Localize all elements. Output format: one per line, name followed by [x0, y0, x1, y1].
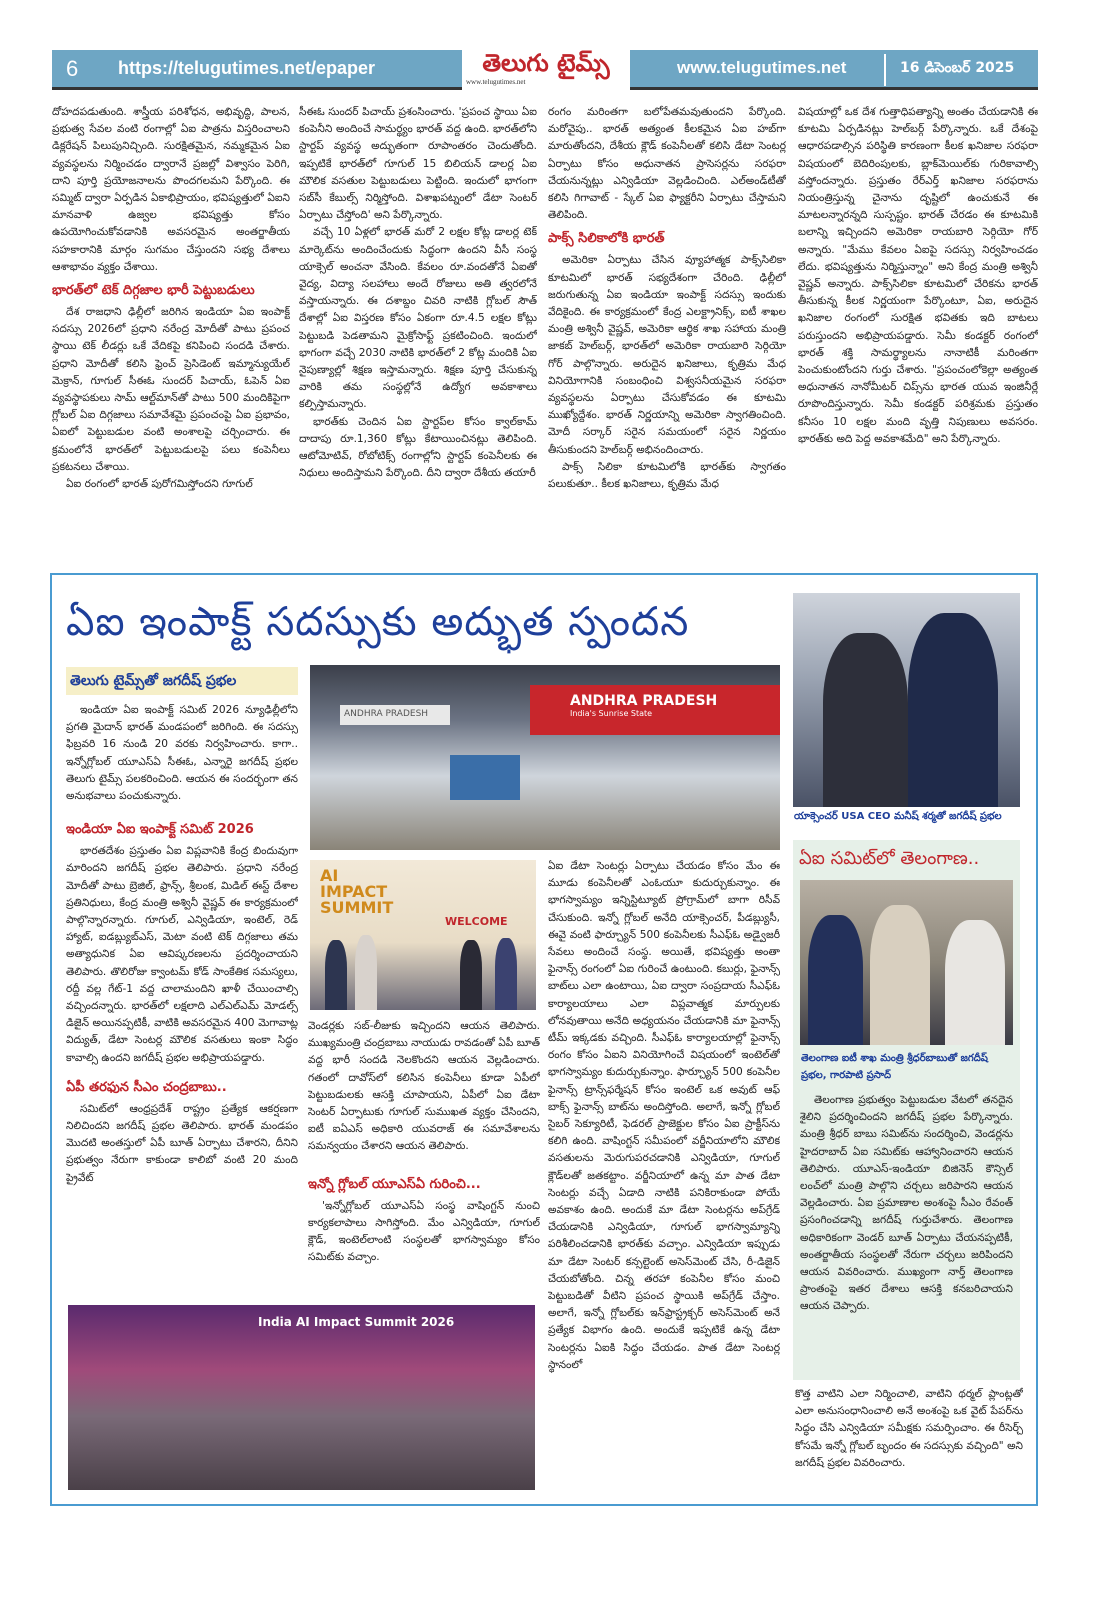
paragraph: దోహదపడుతుంది. శాస్త్రీయ పరిశోధన, అభివృద్ధి, పాలన, ప్రభుత్వ సేవల వంటి రంగాల్లో ఏఐ పాత్రను విస్తరించాలని డిక్లరేషన్ పిలుపునిచ్చింది. సురక్షితమైన, నమ్మకమైన ఏఐ వ్యవస్థలను నిర్మించడం ద్వారానే ప్రజల్లో విశ్వాసం పెరిగి, దాని పూర్తి ప్రయోజనాలను పొందగలమని పేర్కొంది. ఈ సమ్మిట్ ద్వారా ఏర్పడిన ఏకాభిప్రాయం, భవిష్యత్తులో ఏఐని మానవాళి ఉజ్వల భవిష్యత్తు కోసం ఉపయోగించుకోవడానికి అవసరమైన అంతర్జాతీయ సహకారానికి మార్గం సుగమం చేస్తుందని సభ్య దేశాలు ఆశాభావం వ్యక్తం చేశాయి.	[52, 106, 290, 273]
section-heading: పాక్స్ సిలికాలోకి భారత్	[548, 231, 665, 247]
issue-date: 16 డిసెంబర్ 2025	[900, 60, 1015, 76]
summit-audience-photo	[68, 1305, 535, 1490]
paragraph: వెండర్లకు సబ్-లీజుకు ఇచ్చిందని ఆయన తెలిపారు. ముఖ్యమంత్రి చంద్రబాబు నాయుడు రావడంతో ఏపీ బూత్ వద్ద భారీ సందడి నెలకొందని ఆయన వెల్లడించారు. గతంలో దావోస్‌లో కలిసిన కంపెనీలు కూడా ఏపీలో పెట్టుబడులకు ఆసక్తి చూపాయని, ఏపీలో ఏఐ డేటా సెంటర్ ఏర్పాటుకు గూగుల్ సుముఖత వ్యక్తం చేసిందని, ఐటీ ఐఏఎస్ అధికారి యువరాజ్ ఈ సమావేశాలను సమన్వయం చేశారని ఆయన తెలిపారు.	[308, 1020, 540, 1153]
site-link[interactable]: www.telugutimes.net	[677, 58, 847, 77]
paragraph: రంగం మరింతగా బలోపేతమవుతుందని పేర్కొంది. మరోవైపు.. భారత్ అత్యంత కీలకమైన ఏఐ హబ్‌గా మారుతోందని, దేశీయ క్లౌడ్ కంపెనీలతో కలిసి డేటా సెంటర్ల ఏర్పాటు కోసం అధునాతన ప్రాసెసర్లను సరఫరా చేయనున్నట్లు ఎన్విడియా వెల్లడించింది. ఎల్‌అండ్‌టీతో కలిసి గిగావాట్ - స్కేల్ ఏఐ ఫ్యాక్టరీని ఏర్పాటు చేస్తామని తెలిపింది.	[548, 106, 786, 222]
paragraph: ఏఐ డేటా సెంటర్లు ఏర్పాటు చేయడం కోసం మేం ఈ మూడు కంపెనీలతో ఎంఓయూ కుదుర్చుకున్నాం. ఈ భాగస్వామ్యం ఇన్నిస్టిట్యూట్ ప్రోగ్రామ్‌లో బాగా రిసీవ్ చేసుకుంది. ఇన్నో గ్లోబల్ అనేది యాక్సెంచర్, పీడబ్ల్యుసీ, ఈవై వంటి ఫార్చ్యూన్ 500 కంపెనీలకు సీఎఫ్‌ఓ అడ్వైజరీ సేవలు అందించే సంస్థ. అయితే, భవిష్యత్తు అంతా ఫైనాన్స్ రంగంలో ఏఐ గురించే ఉంటుంది. కబుర్లు, ఫైనాన్స్ బాట్‌లు ఎలా ఉంటాయి, ఏఐ ద్వారా సంప్రదాయ సీఎఫ్‌ఓ కార్యాలయాలు ఎలా విప్లవాత్మక మార్పులకు లోనవుతాయి అనేది అధ్యయనం చేయడానికి మా ఫైనాన్స్ టీమ్ ఇక్కడకు వచ్చింది. సీఎఫ్‌ఓ కార్యాలయాల్లో ఫైనాన్స్ రంగం కోసం ఏఐని వినియోగించే విషయంలో ఇంటెల్‌తో భాగస్వామ్యం కుదుర్చుకున్నాం. ఫార్చ్యూన్ 500 కంపెనీల ఫైనాన్స్ ట్రాన్స్‌ఫర్మేషన్ కోసం ఇంటెల్ ఒక అవుట్ ఆఫ్ బాక్స్ ఫైనాన్స్ బాట్‌ను అందిస్తోంది. అలాగే, ఇన్నో గ్లోబల్ సైబర్ సెక్యూరిటీ, ఫెడరల్ ప్రాజెక్టుల కోసం ఏఐ ప్రాక్టీస్‌ను కలిగి ఉంది. వాషింగ్టన్ సమీపంలో వర్జీనియాలోని మౌలిక వసతులను మెరుగుపరచడానికి ఎన్విడియా, గూగుల్ క్లౌడ్‌లతో జతకట్టాం. వర్జీనియాలో ఉన్న మా పాత డేటా సెంటర్లు వచ్చే ఏడాది నాటికి పనికిరాకుండా పోయే అవకాశం ఉంది. అందుకే మా డేటా సెంటర్లను అప్‌గ్రేడ్ చేయడానికి ఎన్విడియా, గూగుల్ భాగస్వామ్యాన్ని పరిశీలించడానికి భారత్‌కు వచ్చాం. ఎన్విడియా ఇప్పుడు మా డేటా సెంటర్ కన్సల్టెంట్ అసెస్‌మెంట్ చేసి, రీ-డిజైన్ చేయబోతోంది. చిన్న తరహా కంపెనీల కోసం మంచి పెట్టుబడితో వీటిని ప్రపంచ స్థాయికి అప్‌గ్రేడ్ చేస్తాం. అలాగే, ఇన్నో గ్లోబల్‌కు ఇన్‌ఫ్రాస్ట్రక్చర్ అసెస్‌మెంట్ అనే ప్రత్యేక విభాగం ఉంది. అందుకే ఇప్పటికే ఉన్న డేటా సెంటర్లను ఏఐకి సిద్ధం చేయడం. పాత డేటా సెంటర్ల స్థానంలో	[548, 860, 780, 1371]
person	[945, 920, 1005, 1045]
feature-fourth-column	[795, 1386, 1023, 1496]
photo-caption: తెలంగాణ ఐటీ శాఖ మంత్రి శ్రీధర్‌బాబుతో జగదీష్ ప్రభల, గారపాటి ప్రసాద్	[801, 1053, 988, 1081]
paragraph: విషయాల్లో ఒక దేశ గుత్తాధిపత్యాన్ని అంతం చేయడానికి ఈ కూటమి ఏర్పడినట్లు హెల్‌బర్గ్ పేర్కొన్నారు. ఒకే దేశంపై ఆధారపడాల్సిన పరిస్థితి కారణంగా కీలక ఖనిజాల సరఫరా విషయంలో బెదిరింపులకు, బ్లాక్‌మెయిల్‌కు గురికావాల్సి వస్తోందన్నారు. ప్రస్తుతం రేర్‌ఎర్త్ ఖనిజాల సరఫరాను నియంత్రిస్తున్న చైనాను దృష్టిలో ఉంచుకునే ఈ మాటలన్నారన్నది సుస్పష్టం. భారత్ చేరడం ఈ కూటమికి బలాన్ని ఇచ్చిందని అమెరికా రాయబారి సెర్గియో గోర్ అన్నారు. "మేము కేవలం ఏఐపై సదస్సు నిర్వహించడం లేదు. భవిష్యత్తును నిర్మిస్తున్నాం" అని కేంద్ర మంత్రి అశ్వినీ వైష్ణవ్ అన్నారు. పాక్స్‌సిలికా కూటమిలో చేరికను భారత్ తీసుకున్న కీలక నిర్ణయంగా పేర్కొంటూ, ఏఐ, అరుదైన ఖనిజాల రంగంలో సురక్షిత భవితకు ఇది బాటలు పరుస్తుందని అభిప్రాయపడ్డారు. సెమీ కండక్టర్ రంగంలో భారత్ శక్తి సామర్థ్యాలను నానాటికీ మరింతగా పెంచుకుంటోందని గుర్తు చేశారు. "ప్రపంచంలోకెల్లా అత్యంత అధునాతన నానోమీటర్ చిప్స్‌ను భారత యువ ఇంజినీర్లే రూపొందిస్తున్నారు. సెమీ కండక్టర్ పరిశ్రమకు ప్రస్తుతం కనీసం 10 లక్షల మంది వృత్తి నిపుణులు అవసరం. భారత్‌కు అది పెద్ద అవకాశమేది" అని పేర్కొన్నారు.	[798, 106, 1038, 445]
page-number: 6	[66, 56, 79, 81]
paragraph: పాక్స్ సిలికా కూటమిలోకి భారత్‌కు స్వాగతం పలుకుతూ.. కీలక ఖనిజాలు, కృత్రిమ మేధ	[548, 460, 786, 491]
person	[460, 940, 482, 1010]
top-column-2	[299, 104, 537, 550]
paragraph: వచ్చే 10 ఏళ్లలో భారత్ మరో 2 లక్షల కోట్ల డాలర్ల టెక్ మార్కెట్‌ను అందించేందుకు సిద్ధంగా ఉందని వీసీ సంస్థ యాక్సెల్ అంచనా వేసింది. కేవలం రూ.వందతోనే ఏఐతో వైద్య, విద్యా సలహాలు అందే రోజులు అతి త్వరలోనే వస్తాయన్నారు. ఈ దశాబ్దం చివరి నాటికి గ్లోబల్ సౌత్ దేశాల్లో ఏఐ విస్తరణ కోసం ఏకంగా రూ.4.5 లక్షల కోట్లు పెట్టుబడి పెడతామని మైక్రోసాఫ్ట్ ప్రకటించింది. ఇందులో భాగంగా వచ్చే 2030 నాటికి భారత్‌లో 2 కోట్ల మందికి ఏఐ నైపుణ్యాల్లో శిక్షణ ఇస్తామన్నారు. శిక్షణ పూర్తి చేసుకున్న వారికి తమ సంస్థల్లోనే ఉద్యోగ అవకాశాలు కల్పిస్తామన్నారు.	[299, 226, 537, 411]
top-column-1	[52, 104, 290, 550]
feature-middle-column	[308, 1018, 540, 1303]
person	[908, 613, 998, 807]
paragraph: 'ఇన్నోగ్లోబల్ యూఎస్‌ఏ సంస్థ వాషింగ్టన్ నుంచి కార్యకలాపాలు సాగిస్తోంది. మేం ఎన్విడియా, గూగుల్ క్లౌడ్, ఇంటెల్‌లాంటి సంస్థలతో భాగస్వామ్యం కోసం సమిట్‌కు వచ్చాం.	[308, 1199, 540, 1264]
ap-booth-tagline: India's Sunrise State	[570, 709, 653, 718]
paragraph: భారతదేశం ప్రస్తుతం ఏఐ విప్లవానికి కేంద్ర బిందువుగా మారిందని జగదీష్ ప్రభల తెలిపారు. ప్రధాని నరేంద్ర మోదీతో పాటు బ్రెజిల్, ఫ్రాన్స్, శ్రీలంక, మిడిల్ ఈస్ట్ దేశాల ప్రతినిధులు, కేంద్ర మంత్రి అశ్వినీ వైష్ణవ్ ఈ కార్యక్రమంలో పాల్గొన్నారన్నారు. గూగుల్, ఎన్విడియా, ఇంటెల్, రెడ్ హ్యాట్, ఐడబ్ల్యుబ్‌ఎస్, మెటా వంటి టెక్ దిగ్గజాలు తమ అత్యాధునిక ఏఐ ఆవిష్కరణలను ప్రదర్శించాయని తెలిపారు. తొలిరోజు క్వాంటమ్ కోడ్ సాంకేతిక సమస్యలు, రద్దీ వల్ల గేట్-1 వద్ద చాలామందిని ఖాళీ చేయించాల్సి వచ్చిందన్నారు. భారత్‌లో లక్షలాది ఎల్‌ఎల్‌ఎమ్ మోడల్స్ డిజైన్ అయినప్పటికీ, వాటికి అవసరమైన 400 మెగావాట్ల విద్యుత్, డేటా సెంటర్ల మౌలిక వసతులు ఇంకా సిద్ధం కావాల్సి ఉందని జగదీష్ ప్రభల అభిప్రాయపడ్డారు.	[66, 845, 298, 1064]
paragraph: సమిట్‌లో ఆంధ్రప్రదేశ్ రాష్ట్రం ప్రత్యేక ఆకర్షణగా నిలిచిందని జగదీష్ ప్రభల తెలిపారు. భారత్ మండపం మొదటి అంతస్తులో ఏపీ బూత్ ఏర్పాటు చేశారని, దీనిని ప్రభుత్వం నేరుగా కాకుండా కాలిబో వంటి 20 మంది ప్రైవేట్	[66, 1102, 298, 1184]
paragraph: సీఈఓ సుందర్ పిచాయ్ ప్రశంసించారు. 'ప్రపంచ స్థాయి ఏఐ కంపెనీని అందించే సామర్థ్యం భారత్ వద్ద ఉంది. భారత్‌లోని స్టార్టప్ వ్యవస్థ అద్భుతంగా రూపాంతరం చెందుతోంది. ఇప్పటికే భారత్‌లో గూగుల్ 15 బిలియన్ డాలర్ల ఏఐ మౌలిక వసతుల పెట్టుబడులు పెట్టింది. ఇందులో భాగంగా సబ్‌సీ కేబుల్స్ నిర్మిస్తోంది. విశాఖపట్నంలో డేటా సెంటర్ ఏర్పాటు చేస్తోంది' అని పేర్కొన్నారు.	[299, 106, 537, 222]
paragraph: అమెరికా ఏర్పాటు చేసిన వ్యూహాత్మక పాక్స్‌సిలికా కూటమిలో భారత్ సభ్యదేశంగా చేరింది. ఢిల్లీలో జరుగుతున్న ఏఐ ఇండియా ఇంపాక్ట్ సదస్సు ఇందుకు వేదికైంది. ఈ కార్యక్రమంలో కేంద్ర ఎలక్ట్రానిక్స్, ఐటీ శాఖల మంత్రి అశ్వినీ వైష్ణవ్, అమెరికా ఆర్థిక శాఖ సహాయ మంత్రి జాకబ్ హెల్‌బర్గ్, భారత్‌లో అమెరికా రాయబారి సెర్గియో గోర్ పాల్గొన్నారు. అరుదైన ఖనిజాలు, కృత్రిమ మేధ వినియోగానికి సంబంధించి విశ్వసనీయమైన సరఫరా వ్యవస్థలను ఏర్పాటు చేసుకోవడం ఈ కూటమి ముఖ్యోద్దేశం. భారత్ నిర్ణయాన్ని అమెరికా స్వాగతించింది. మోదీ సర్కార్ సరైన సమయంలో సరైన నిర్ణయం తీసుకుందని హెల్‌బర్గ్ అభినందించారు.	[548, 254, 786, 456]
paragraph: భారత్‌కు చెందిన ఏఐ స్టార్టప్‌ల కోసం క్వాల్‌కామ్ దాదాపు రూ.1,360 కోట్లు కేటాయించినట్లు తెలిపింది. ఆటోమోటివ్, రోబోటిక్స్ రంగాల్లోని స్టార్టప్ కంపెనీలకు ఈ నిధులు అందిస్తామని పేర్కొంది. దీని ద్వారా దేశీయ తయారీ	[299, 415, 537, 480]
header-divider	[884, 54, 886, 86]
top-column-4	[798, 104, 1038, 550]
person	[325, 940, 347, 1010]
ai-summit-group-photo	[310, 860, 536, 1010]
feature-headline: ఏఐ ఇంపాక్ట్ సదస్సుకు అద్భుత స్పందన	[66, 599, 690, 645]
telangana-sidebar	[793, 840, 1020, 1380]
section-heading: ఇండియా ఏఐ ఇంపాక్ట్ సమిట్ 2026	[66, 822, 254, 838]
top-column-3	[548, 104, 786, 550]
paragraph: తెలంగాణ ప్రభుత్వం పెట్టుబడుల వేటలో తనదైన శైలిని ప్రదర్శించిందని జగదీష్ ప్రభల పేర్కొన్నారు. మంత్రి శ్రీధర్ బాబు సమిట్‌ను సందర్శించి, వెండర్లను హైదరాబాద్ ఏఐ సమిట్‌కు ఆహ్వానించారని ఆయన తెలిపారు. యూఎస్-ఇండియా బిజినెస్ కౌన్సిల్ లంచ్‌లో మంత్రి పాల్గొని చర్చలు జరిపారని ఆయన వెల్లడించారు. ఏఐ ప్రమాణాల అంశంపై సీఎం రేవంత్ ప్రసంగించడాన్ని జగదీష్ గుర్తుచేశారు. తెలంగాణ అధికారికంగా వెండర్ బూత్ ఏర్పాటు చేయనప్పటికీ, అంతర్జాతీయ సంస్థలతో నేరుగా చర్చలు జరిపిందని ఆయన వివరించారు. ముఖ్యంగా నార్త్ తెలంగాణ ప్రాంతంపై ఇతర దేశాలు ఆసక్తి కనబరిచాయని ఆయన చెప్పారు.	[800, 1094, 1013, 1313]
accenture-ceo-photo	[793, 593, 1020, 807]
ap-booth-side-sign: ANDHRA PRADESH	[340, 705, 450, 725]
section-heading: ఏపీ తరఫున సీఎం చంద్రబాబు..	[66, 1079, 227, 1095]
paragraph: ఇండియా ఏఐ ఇంపాక్ట్ సమిట్ 2026 న్యూఢిల్లీలోని ప్రగతి మైదాన్ భారత్ మండపంలో జరిగింది. ఈ సదస్సు ఫిబ్రవరి 16 నుండి 20 వరకు నిర్వహించారు. కాగా.. ఇన్నోగ్లోబల్ యూఎస్‌ఏ సీఈఓ, ఎన్నారై జగదీష్ ప్రభల తెలుగు టైమ్స్ పలకరించింది. ఆయన ఈ సందర్భంగా తన అనుభవాలు పంచుకున్నారు.	[66, 704, 298, 803]
feature-third-column	[548, 858, 780, 1498]
sidebar-text	[800, 1092, 1013, 1377]
section-heading: భారత్‌లో టెక్ దిగ్గజాల భారీ పెట్టుబడులు	[52, 283, 255, 299]
paragraph: కొత్త వాటిని ఎలా నిర్మించాలి, వాటిని థర్మల్ ప్లాంట్లతో ఎలా అనుసంధానించాలి అనే అంశంపై ఒక వైట్ పేపర్‌ను సిద్ధం చేసి ఎన్విడియా సమీక్షకు సమర్పించాం. ఈ రీసెర్చ్ కోసమే ఇన్నో గ్లోబల్ బృందం ఈ సదస్సుకు వచ్చింది" అని జగదీష్ ప్రభల వివరించారు.	[795, 1388, 1023, 1469]
byline-banner: తెలుగు టైమ్స్‌తో జగదీష్ ప్రభల	[66, 667, 298, 695]
logo-url: www.telugutimes.net	[466, 78, 526, 86]
page-header	[52, 50, 1038, 90]
telugu-times-logo	[462, 48, 630, 92]
paragraph: దేశ రాజధాని ఢిల్లీలో జరిగిన ఇండియా ఏఐ ఇంపాక్ట్ సదస్సు 2026లో ప్రధాని నరేంద్ర మోదీతో పాటు ప్రపంచ స్థాయి టెక్ లీడర్లు ఒకే వేదికపై కనిపించి సందడి చేశారు. ప్రధాని మోదీతో కలిసి ఫ్రెంచ్ ప్రెసిడెంట్ ఇమ్మాన్యుయేల్ మెక్రాన్, గూగుల్ సీఈఓ సుందర్ పిచాయ్, ఓపెన్ ఏఐ వ్యవస్థాపకులు సామ్ ఆల్ట్‌మాన్‌తో పాటు 500 మందికిపైగా గ్లోబల్ ఏఐ దిగ్గజాలు సమావేశమై ప్రపంచంపై ఏఐ ప్రభావం, ఏఐలో పెట్టుబడుల వంటి అంశాలపై చర్చించారు. ఈ క్రమంలోనే భారత్‌లో పెట్టుబడులపై పలు కంపెనీలు ప్రకటనలు చేశాయి.	[52, 306, 290, 473]
ap-booth-sign	[530, 685, 780, 735]
booth-screen	[450, 755, 520, 800]
photo-caption: యాక్సెంచర్ USA CEO మనీష్ శర్మతో జగదీష్ ప్రభల	[794, 811, 1002, 822]
person	[808, 915, 863, 1045]
summit-banner-text: India AI Impact Summit 2026	[258, 1315, 455, 1329]
ap-booth-photo	[310, 665, 780, 850]
sidebar-heading: ఏఐ సమిట్‌లో తెలంగాణ..	[799, 848, 980, 869]
epaper-link[interactable]: https://telugutimes.net/epaper	[118, 58, 376, 78]
person	[495, 938, 517, 1010]
logo-text: తెలుగు టైమ్స్	[482, 49, 610, 77]
feature-left-column	[66, 702, 298, 1302]
section-heading: ఇన్నో గ్లోబల్ యూఎస్‌ఏ గురించి...	[308, 1176, 481, 1192]
person	[870, 905, 930, 1045]
person	[823, 633, 908, 807]
ap-booth-title: ANDHRA PRADESH	[570, 693, 718, 709]
person	[355, 935, 377, 1010]
welcome-sign: WELCOME	[445, 915, 508, 928]
paragraph: ఏఐ రంగంలో భారత్ పురోగమిస్తోందని గూగుల్	[66, 478, 253, 491]
ai-summit-sign: AI IMPACT SUMMIT	[320, 866, 394, 917]
telangana-minister-photo	[800, 880, 1013, 1045]
